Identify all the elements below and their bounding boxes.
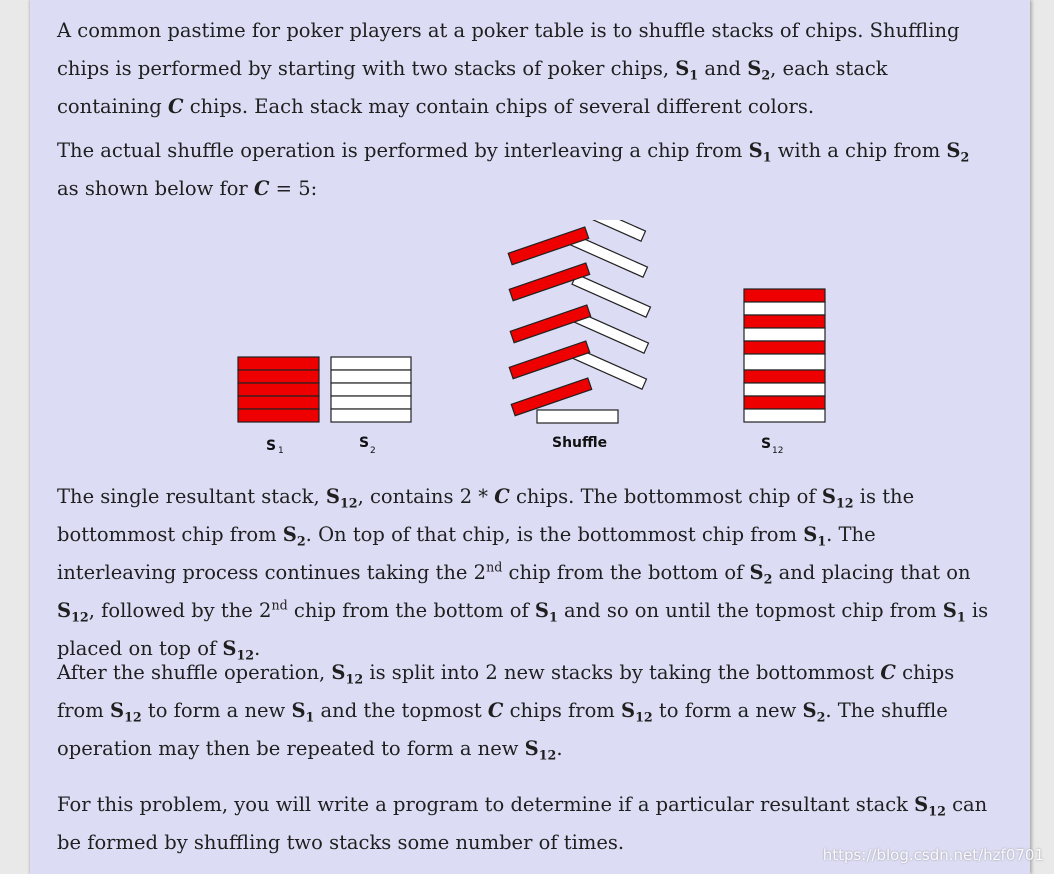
chip-s12-1 bbox=[744, 409, 825, 422]
label-s1: S bbox=[266, 438, 277, 454]
chip-s1-2 bbox=[238, 396, 319, 409]
chip-s12-10 bbox=[744, 289, 825, 302]
chip-s2-2 bbox=[331, 396, 411, 409]
chip-s12-4 bbox=[744, 370, 825, 383]
chip-s2-5 bbox=[331, 357, 411, 370]
label-s12-sub: 12 bbox=[772, 446, 784, 456]
chip-s12-8 bbox=[744, 315, 825, 328]
shuffle-stack bbox=[508, 220, 650, 423]
stack-s1 bbox=[238, 357, 319, 422]
content-panel bbox=[30, 0, 1030, 874]
chip-s1-3 bbox=[238, 383, 319, 396]
stack-s2 bbox=[331, 357, 411, 422]
chip-s12-2 bbox=[744, 396, 825, 409]
chip-s2-1 bbox=[331, 409, 411, 422]
chip-s2-3 bbox=[331, 383, 411, 396]
shuffle-diagram-svg bbox=[30, 220, 1030, 465]
label-s2: S bbox=[359, 435, 370, 451]
chip-s12-6 bbox=[744, 341, 825, 354]
paragraph-problem: For this problem, you will write a program to determine if a particular resultant stack $S_{12}$ can be formed by shuffling two stacks some number of times. bbox=[57, 793, 988, 854]
paragraph-shuffle-op: The actual shuffle operation is performed by interleaving a chip from $S_1$ with a chip from $S_2$ as shown below for C = 5: bbox=[57, 139, 970, 200]
label-s12: S bbox=[761, 436, 772, 452]
label-s2-sub: 2 bbox=[370, 446, 376, 456]
chip-s1-5 bbox=[238, 357, 319, 370]
chip-s12-9 bbox=[744, 302, 825, 315]
stack-s12 bbox=[744, 289, 825, 422]
watermark-text: https://blog.csdn.net/hzf0701 bbox=[822, 846, 1044, 864]
paragraph-intro: A common pastime for poker players at a poker table is to shuffle stacks of chips. Shuffling chips is performed by starting with two stacks of poker chips, $S_1$ and $S_2$, each stack containing C chips. Each stack may contain chips of several different colors. bbox=[57, 19, 960, 118]
paragraph-resultant: The single resultant stack, $S_{12}$, contains 2 * C chips. The bottommost chip of $S_{12}$ is the bottommost chip from $S_2$. On top of that chip, is the bottommost chip from $S_1$. The interleaving process continues taking the 2nd chip from the bottom of $S_2$ and placing that on $S_{12}$, followed by the 2nd chip from the bottom of $S_1$ and so on until the topmost chip from $S_1$ is placed on top of $S_{12}$. bbox=[57, 485, 989, 663]
chip-s12-5 bbox=[744, 354, 825, 370]
label-s1-sub: 1 bbox=[278, 446, 284, 456]
paragraph-split: After the shuffle operation, $S_{12}$ is split into 2 new stacks by taking the bottommost C chips from $S_{12}$ to form a new $S_1$ and the topmost C chips from $S_{12}$ to form a new $S_2$. The shuffle operation may then be repeated to form a new $S_{12}$. bbox=[57, 661, 955, 763]
chip-s12-7 bbox=[744, 328, 825, 341]
label-shuffle: Shuffle bbox=[552, 435, 608, 451]
chip-s1-1 bbox=[238, 409, 319, 422]
chip-s12-3 bbox=[744, 383, 825, 396]
shuffle-base-chip bbox=[537, 410, 618, 423]
chip-s2-4 bbox=[331, 370, 411, 383]
chip-s1-4 bbox=[238, 370, 319, 383]
shuffle-diagram bbox=[30, 220, 1030, 465]
